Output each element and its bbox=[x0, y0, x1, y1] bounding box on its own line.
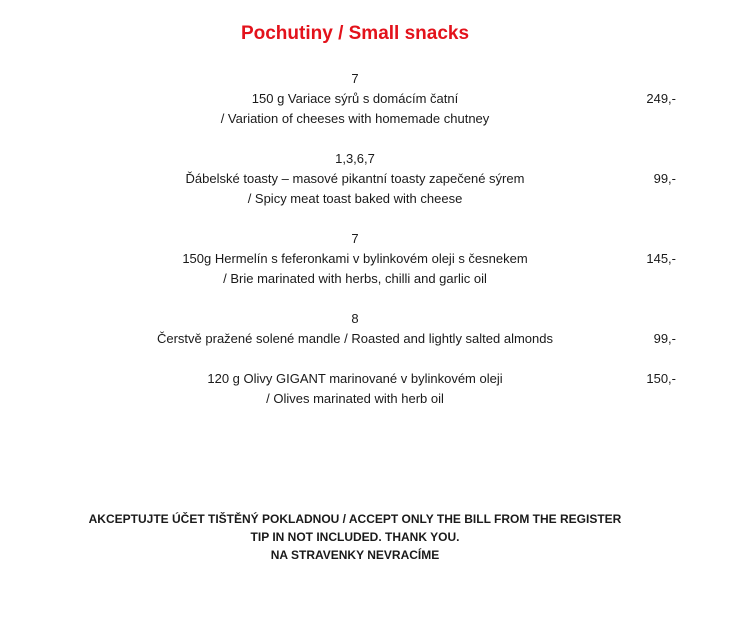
item-3-price: 145,- bbox=[646, 251, 676, 266]
item-1-price: 249,- bbox=[646, 91, 676, 106]
item-2-allergens: 1,3,6,7 bbox=[335, 151, 375, 166]
footer-voucher-notice: NA STRAVENKY NEVRACÍME bbox=[270, 548, 440, 562]
item-3-allergens: 7 bbox=[351, 231, 359, 246]
footer-tip-notice: TIP IN NOT INCLUDED. THANK YOU. bbox=[250, 530, 460, 544]
item-1-name-cz: 150 g Variace sýrů s domácím čatní bbox=[251, 91, 459, 106]
item-5-name-en: / Olives marinated with herb oil bbox=[266, 391, 444, 406]
item-5-price: 150,- bbox=[646, 371, 676, 386]
item-2-name-en: / Spicy meat toast baked with cheese bbox=[247, 191, 463, 206]
item-3-name-cz: 150g Hermelín s feferonkami v bylinkovém oleji s česnekem bbox=[182, 251, 528, 266]
footer-bill-notice: AKCEPTUJTE ÚČET TIŠTĚNÝ POKLADNOU / ACCEPT ONLY THE BILL FROM THE REGISTER bbox=[88, 512, 622, 526]
item-3-name-en: / Brie marinated with herbs, chilli and garlic oil bbox=[223, 271, 487, 286]
item-2-name-cz: Ďábelské toasty – masové pikantní toasty zapečené sýrem bbox=[185, 171, 525, 186]
item-4-price: 99,- bbox=[653, 331, 676, 346]
item-1-name-en: / Variation of cheeses with homemade chutney bbox=[220, 111, 490, 126]
item-2-price: 99,- bbox=[653, 171, 676, 186]
item-4-allergens: 8 bbox=[351, 311, 359, 326]
item-5-name-cz: 120 g Olivy GIGANT marinované v bylinkovém oleji bbox=[207, 371, 503, 386]
item-4-name-cz: Čerstvě pražené solené mandle / Roasted and lightly salted almonds bbox=[156, 331, 553, 346]
page-title: Pochutiny / Small snacks bbox=[240, 23, 470, 44]
item-1-allergens: 7 bbox=[351, 71, 359, 86]
